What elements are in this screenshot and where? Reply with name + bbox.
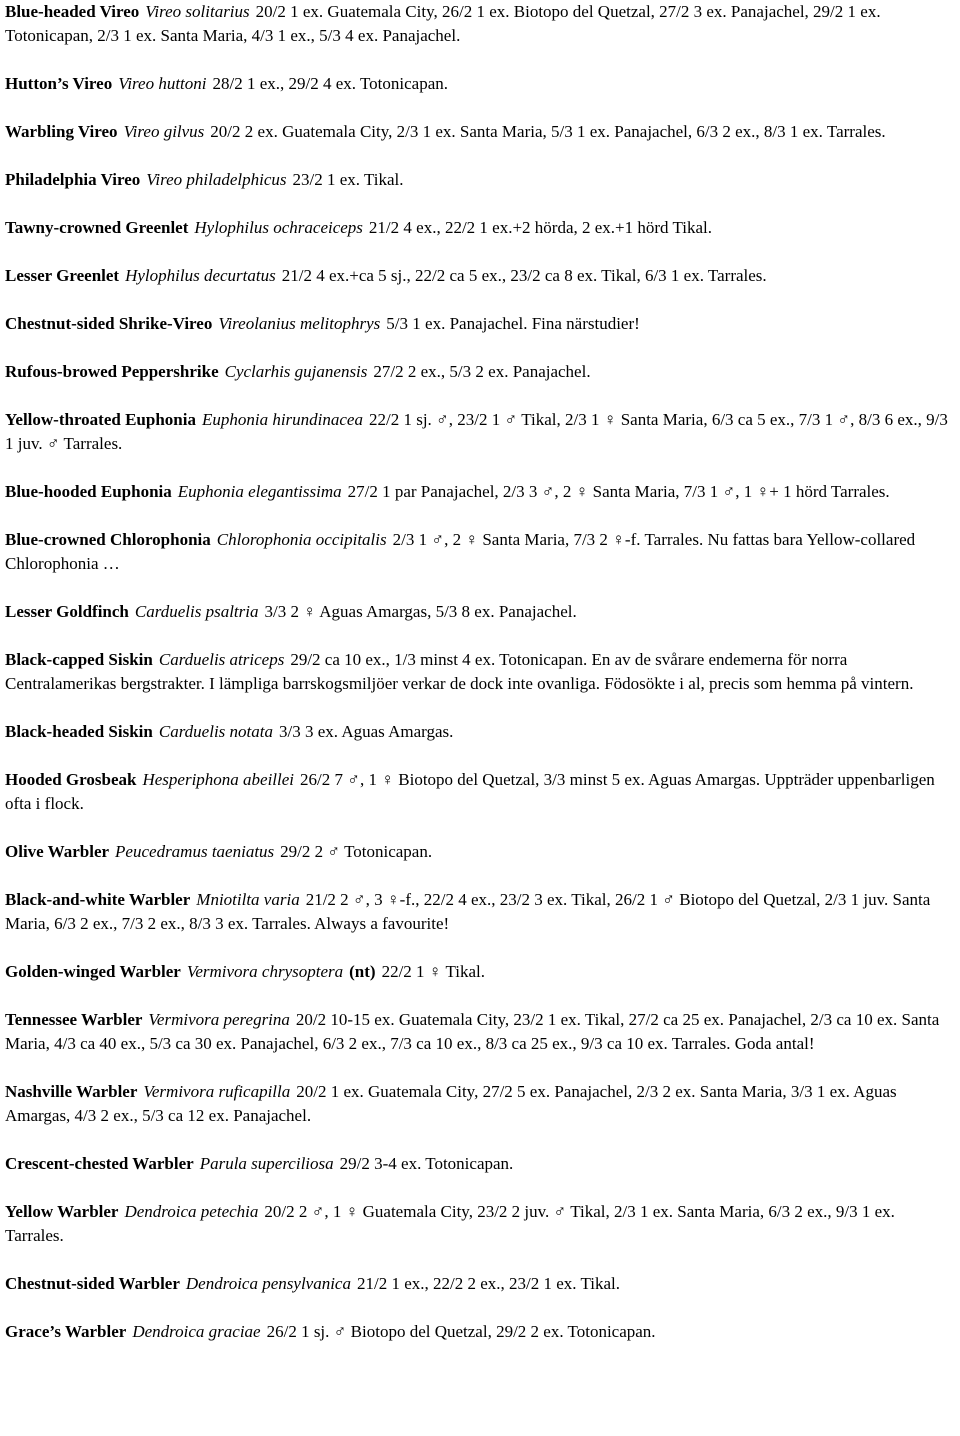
species-observations: 29/2 2 ♂ Totonicapan. <box>280 842 433 861</box>
species-observations: 21/2 1 ex., 22/2 2 ex., 23/2 1 ex. Tikal. <box>356 1274 621 1293</box>
species-common-name: Blue-hooded Euphonia <box>5 482 172 501</box>
species-observations: 21/2 2 ♂, 3 ♀-f., 22/2 4 ex., 23/2 3 ex. Tikal, 26/2 1 ♂ Biotopo del Quetzal, 2/3 1 juv. Santa Maria, 6/3 2 ex., 7/3 2 ex., 8/3 3 ex. Tarrales. Always a favourite! <box>5 890 931 933</box>
species-observations: 2/3 1 ♂, 2 ♀ Santa Maria, 7/3 2 ♀-f. Tarrales. Nu fattas bara Yellow-collared Chlorophonia … <box>5 530 916 573</box>
species-entry <box>5 360 955 384</box>
species-scientific-name: Chlorophonia occipitalis <box>216 530 387 549</box>
species-observations: 28/2 1 ex., 29/2 4 ex. Totonicapan. <box>212 74 449 93</box>
species-entry <box>5 960 955 984</box>
species-common-name: Crescent-chested Warbler <box>5 1154 194 1173</box>
species-common-name: Tawny-crowned Greenlet <box>5 218 189 237</box>
species-scientific-name: Vermivora ruficapilla <box>143 1082 291 1101</box>
species-scientific-name: Hylophilus ochraceiceps <box>194 218 363 237</box>
species-entry <box>5 168 955 192</box>
species-entry <box>5 480 955 504</box>
species-entry <box>5 216 955 240</box>
species-scientific-name: Vireo solitarius <box>145 2 250 21</box>
species-common-name: Black-headed Siskin <box>5 722 153 741</box>
species-scientific-name: Vireo philadelphicus <box>146 170 287 189</box>
species-observations: 29/2 3-4 ex. Totonicapan. <box>339 1154 514 1173</box>
species-common-name: Lesser Greenlet <box>5 266 120 285</box>
species-observations: 29/2 ca 10 ex., 1/3 minst 4 ex. Totonicapan. En av de svårare endemerna för norra Centralamerikas bergstrakter. I lämpliga barrskogsmiljöer verkar de dock inte ovanliga. Födosökte i al, precis som hemma på vintern. <box>5 650 914 693</box>
species-observations: 20/2 1 ex. Guatemala City, 27/2 5 ex. Panajachel, 2/3 2 ex. Santa Maria, 3/3 1 ex. Aguas Amargas, 4/3 2 ex., 5/3 ca 12 ex. Panajachel. <box>5 1082 897 1125</box>
species-entry <box>5 1008 955 1056</box>
species-common-name: Warbling Vireo <box>5 122 118 141</box>
species-common-name: Hutton’s Vireo <box>5 74 113 93</box>
species-common-name: Philadelphia Vireo <box>5 170 141 189</box>
species-observations: 23/2 1 ex. Tikal. <box>292 170 404 189</box>
species-observations: 22/2 1 ♀ Tikal. <box>381 962 486 981</box>
species-scientific-name: Carduelis notata <box>158 722 273 741</box>
species-common-name: Chestnut-sided Shrike-Vireo <box>5 314 213 333</box>
species-entry <box>5 72 955 96</box>
species-common-name: Black-and-white Warbler <box>5 890 191 909</box>
species-entry <box>5 1320 955 1344</box>
species-list <box>5 0 955 1368</box>
species-scientific-name: Vireo gilvus <box>123 122 205 141</box>
species-scientific-name: Dendroica graciae <box>132 1322 261 1341</box>
species-common-name: Golden-winged Warbler <box>5 962 181 981</box>
species-observations: 21/2 4 ex.+ca 5 sj., 22/2 ca 5 ex., 23/2 ca 8 ex. Tikal, 6/3 1 ex. Tarrales. <box>281 266 767 285</box>
species-entry <box>5 264 955 288</box>
species-observations: 20/2 2 ex. Guatemala City, 2/3 1 ex. Santa Maria, 5/3 1 ex. Panajachel, 6/3 2 ex., 8/3 1 ex. Tarrales. <box>210 122 886 141</box>
species-common-name: Black-capped Siskin <box>5 650 153 669</box>
species-scientific-name: Hylophilus decurtatus <box>125 266 276 285</box>
species-entry <box>5 408 955 456</box>
species-common-name: Grace’s Warbler <box>5 1322 127 1341</box>
species-scientific-name: Dendroica petechia <box>124 1202 259 1221</box>
species-scientific-name: Vireo huttoni <box>118 74 207 93</box>
species-entry <box>5 840 955 864</box>
species-common-name: Chestnut-sided Warbler <box>5 1274 180 1293</box>
species-observations: 26/2 7 ♂, 1 ♀ Biotopo del Quetzal, 3/3 minst 5 ex. Aguas Amargas. Uppträder uppenbarligen ofta i flock. <box>5 770 935 813</box>
species-common-name: Blue-headed Vireo <box>5 2 140 21</box>
species-observations: 22/2 1 sj. ♂, 23/2 1 ♂ Tikal, 2/3 1 ♀ Santa Maria, 6/3 ca 5 ex., 7/3 1 ♂, 8/3 6 ex., 9/3 1 juv. ♂ Tarrales. <box>5 410 948 453</box>
species-common-name: Nashville Warbler <box>5 1082 138 1101</box>
species-scientific-name: Dendroica pensylvanica <box>185 1274 351 1293</box>
species-entry <box>5 1272 955 1296</box>
species-observations: 21/2 4 ex., 22/2 1 ex.+2 hörda, 2 ex.+1 hörd Tikal. <box>368 218 713 237</box>
species-entry <box>5 1200 955 1248</box>
species-scientific-name: Vireolanius melitophrys <box>218 314 381 333</box>
species-scientific-name: Euphonia hirundinacea <box>201 410 363 429</box>
species-entry <box>5 768 955 816</box>
species-entry <box>5 720 955 744</box>
species-scientific-name: Parula superciliosa <box>199 1154 334 1173</box>
species-common-name: Olive Warbler <box>5 842 110 861</box>
species-observations: 20/2 1 ex. Guatemala City, 26/2 1 ex. Biotopo del Quetzal, 27/2 3 ex. Panajachel, 29/2 1 ex. Totonicapan, 2/3 1 ex. Santa Maria, 4/3 1 ex., 5/3 4 ex. Panajachel. <box>5 2 881 45</box>
species-scientific-name: Vermivora chrysoptera <box>186 962 344 981</box>
species-observations: 26/2 1 sj. ♂ Biotopo del Quetzal, 29/2 2 ex. Totonicapan. <box>266 1322 656 1341</box>
species-entry <box>5 1080 955 1128</box>
species-common-name: Hooded Grosbeak <box>5 770 137 789</box>
species-entry <box>5 600 955 624</box>
species-scientific-name: Euphonia elegantissima <box>177 482 342 501</box>
species-observations: 3/3 2 ♀ Aguas Amargas, 5/3 8 ex. Panajachel. <box>264 602 577 621</box>
species-entry <box>5 1152 955 1176</box>
species-observations: 20/2 10-15 ex. Guatemala City, 23/2 1 ex. Tikal, 27/2 ca 25 ex. Panajachel, 2/3 ca 10 ex. Santa Maria, 4/3 ca 40 ex., 5/3 ca 30 ex. Panajachel, 6/3 2 ex., 7/3 ca 10 ex., 8/3 ca 25 ex., 9/3 ca 10 ex. Tarrales. Goda antal! <box>5 1010 940 1053</box>
species-entry <box>5 120 955 144</box>
conservation-status: (nt) <box>349 962 376 981</box>
species-entry <box>5 648 955 696</box>
species-scientific-name: Vermivora peregrina <box>148 1010 290 1029</box>
species-common-name: Tennessee Warbler <box>5 1010 143 1029</box>
species-common-name: Rufous-browed Peppershrike <box>5 362 219 381</box>
species-common-name: Yellow Warbler <box>5 1202 119 1221</box>
species-scientific-name: Hesperiphona abeillei <box>142 770 295 789</box>
species-observations: 5/3 1 ex. Panajachel. Fina närstudier! <box>386 314 640 333</box>
species-scientific-name: Peucedramus taeniatus <box>115 842 275 861</box>
species-observations: 27/2 1 par Panajachel, 2/3 3 ♂, 2 ♀ Santa Maria, 7/3 1 ♂, 1 ♀+ 1 hörd Tarrales. <box>347 482 890 501</box>
species-scientific-name: Cyclarhis gujanensis <box>224 362 368 381</box>
species-scientific-name: Carduelis atriceps <box>158 650 285 669</box>
species-common-name: Yellow-throated Euphonia <box>5 410 196 429</box>
species-common-name: Lesser Goldfinch <box>5 602 129 621</box>
species-entry <box>5 888 955 936</box>
species-observations: 20/2 2 ♂, 1 ♀ Guatemala City, 23/2 2 juv. ♂ Tikal, 2/3 1 ex. Santa Maria, 6/3 2 ex., 9/3 1 ex. Tarrales. <box>5 1202 895 1245</box>
species-entry <box>5 312 955 336</box>
species-scientific-name: Mniotilta varia <box>196 890 300 909</box>
species-common-name: Blue-crowned Chlorophonia <box>5 530 211 549</box>
species-entry <box>5 0 955 48</box>
species-entry <box>5 528 955 576</box>
species-observations: 3/3 3 ex. Aguas Amargas. <box>279 722 454 741</box>
species-observations: 27/2 2 ex., 5/3 2 ex. Panajachel. <box>373 362 591 381</box>
species-scientific-name: Carduelis psaltria <box>134 602 259 621</box>
